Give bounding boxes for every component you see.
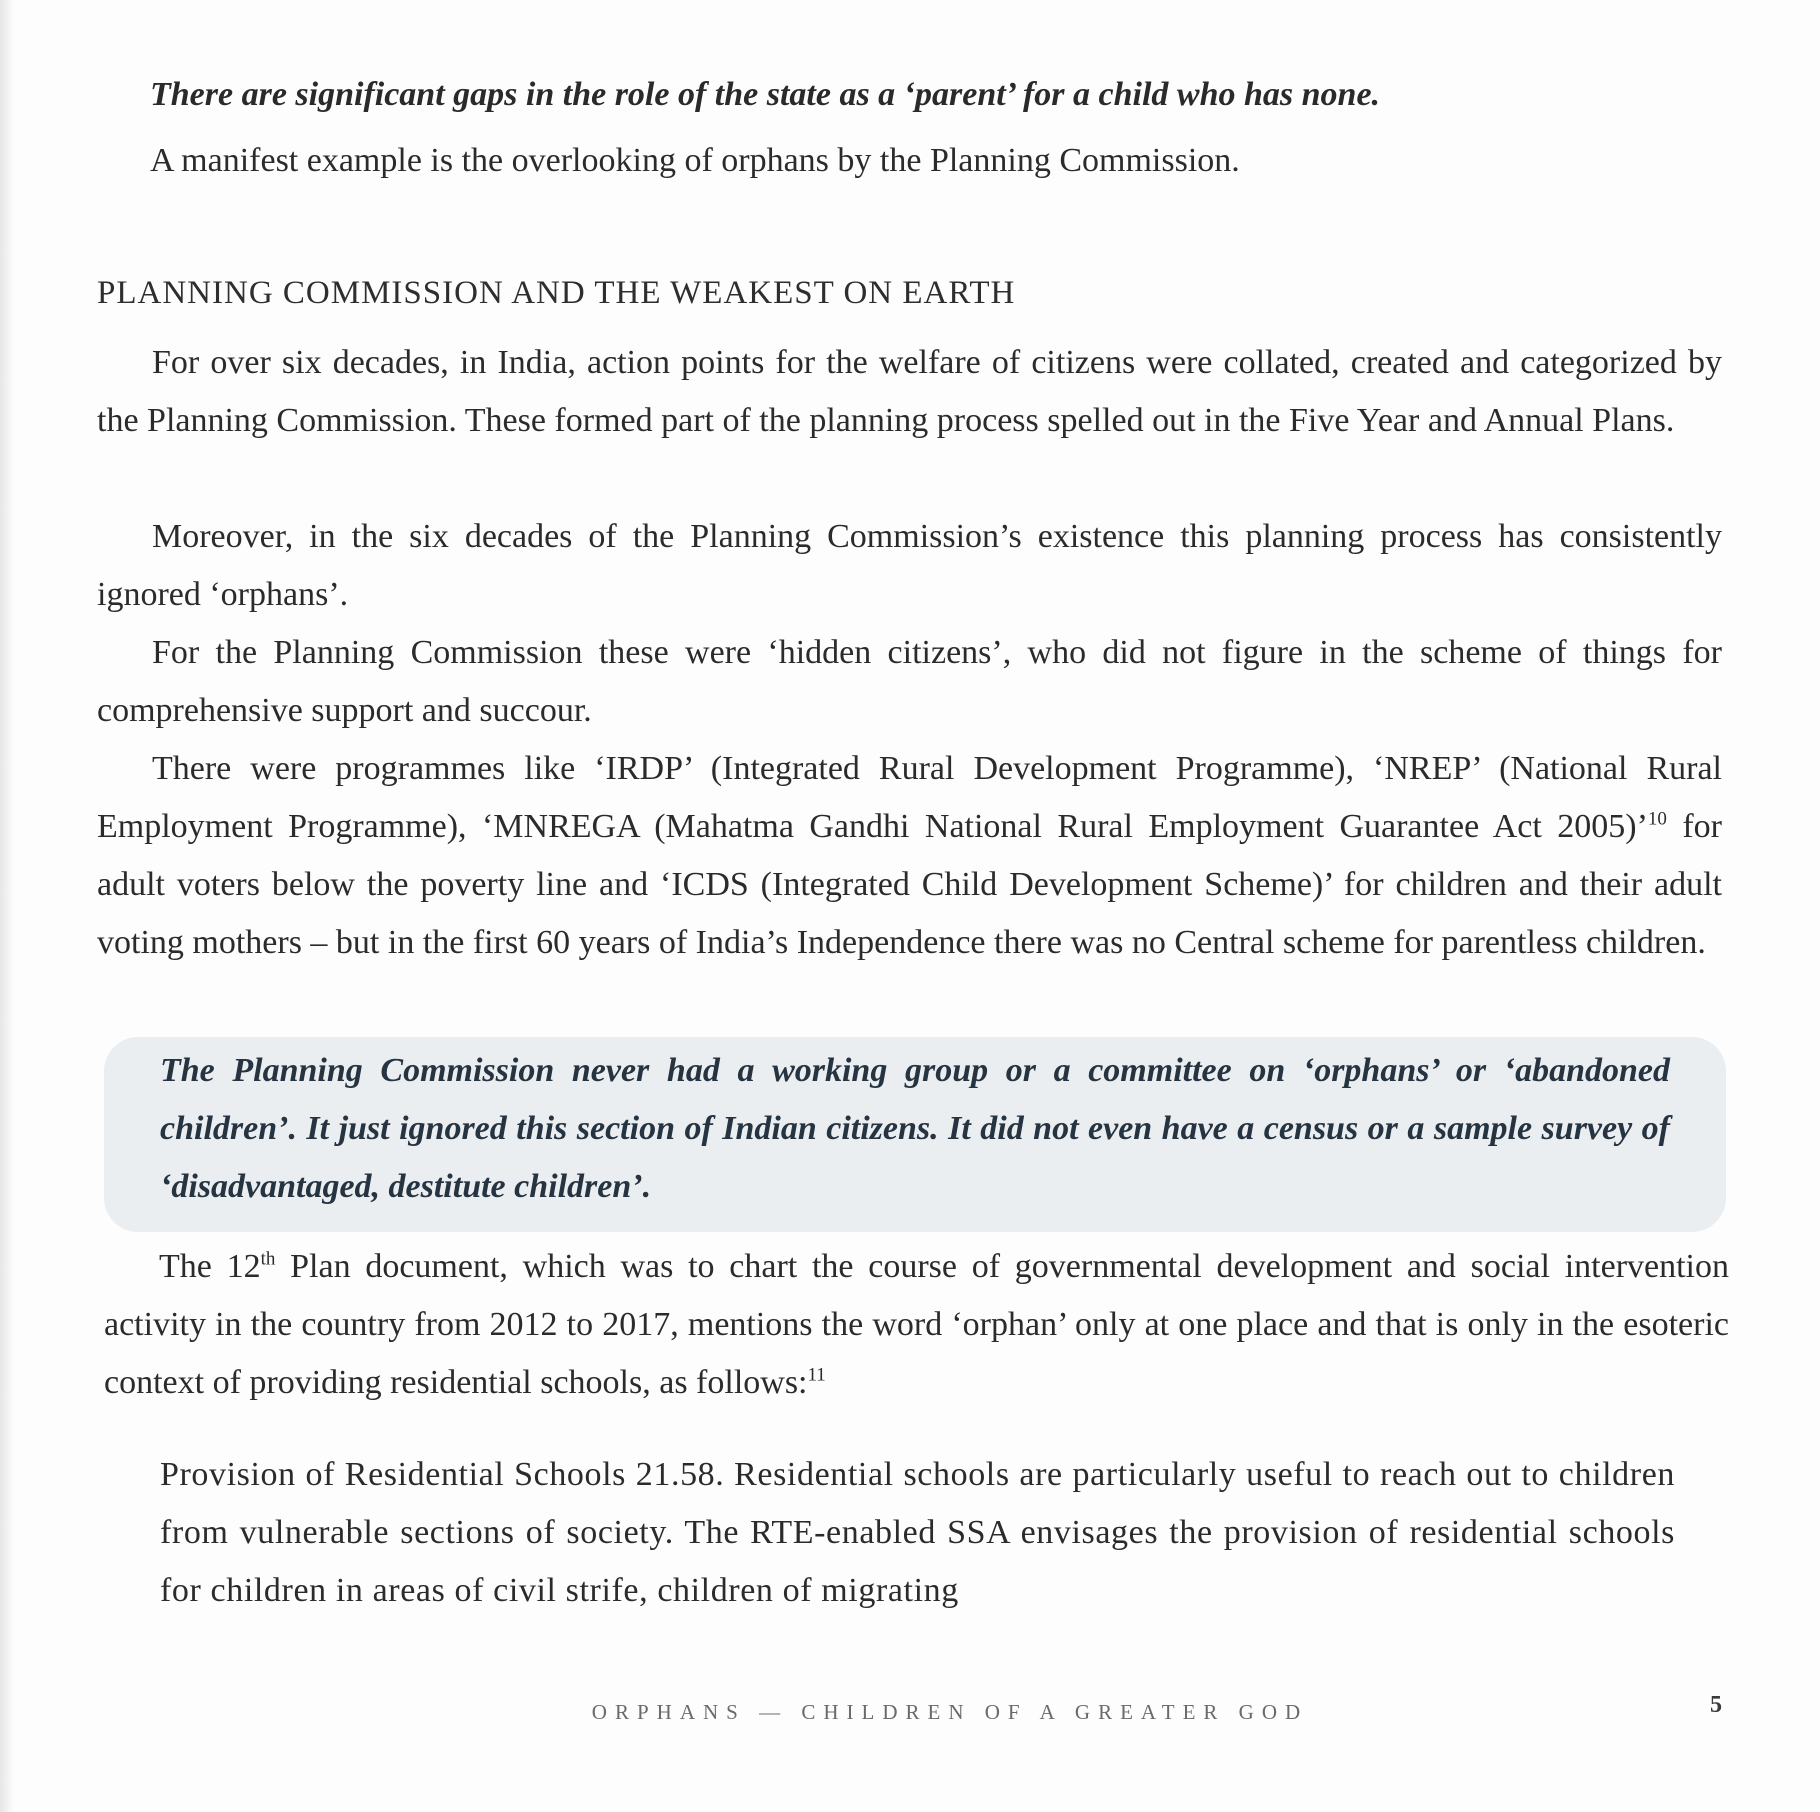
paragraph-4 [97,740,1722,972]
footnote-ref-11: 11 [807,1364,826,1386]
paragraph-2: Moreover, in the six decades of the Planning Commission’s existence this planning process has consistently ignored ‘orphans’. [97,518,1722,613]
page-number: 5 [1710,1692,1722,1718]
paragraph-4-text-b: for adult voters below the poverty line and ‘ICDS (Integrated Child Development Scheme)’ for children and their adult voting mothers – but in the first 60 years of India’s Independence there was no Central scheme for parentless children. [97,808,1722,961]
page-binding-shadow [0,0,14,1812]
footnote-ref-10: 10 [1647,808,1667,830]
paragraph-3: For the Planning Commission these were ‘hidden citizens’, who did not figure in the scheme of things for comprehensive support and succour. [97,634,1722,729]
paragraph-5 [104,1238,1729,1412]
paragraph-5-text-a: The 12 [159,1248,261,1285]
paragraph-4-text-a: There were programmes like ‘IRDP’ (Integrated Rural Development Programme), ‘NREP’ (National Rural Employment Programme), ‘MNREGA (Mahatma Gandhi National Rural Employment Guarantee Act 2005)’ [97,750,1722,845]
paragraph-1: For over six decades, in India, action points for the welfare of citizens were collated, created and categorized by the Planning Commission. These formed part of the planning process spelled out in the Five Year and Annual Plans. [97,344,1722,439]
ordinal-suffix: th [260,1248,276,1270]
lead-emphasis: There are significant gaps in the role of the state as a ‘parent’ for a child who has none. [150,76,1381,113]
block-quote: Provision of Residential Schools 21.58. Residential schools are particularly useful to reach out to children from vulnerable sections of society. The RTE-enabled SSA envisages the provision of residential schools for children in areas of civil strife, children of migrating [160,1456,1675,1609]
paragraph-5-text-b: Plan document, which was to chart the course of governmental development and social intervention activity in the country from 2012 to 2017, mentions the word ‘orphan’ only at one place and that is only in the esoteric context of providing residential schools, as follows: [104,1248,1729,1401]
lead-sentence: A manifest example is the overlooking of orphans by the Planning Commission. [150,142,1240,179]
section-heading: PLANNING COMMISSION AND THE WEAKEST ON EARTH [97,275,1016,311]
callout-text: The Planning Commission never had a working group or a committee on ‘orphans’ or ‘abandoned children’. It just ignored this section of Indian citizens. It did not even have a census or a sample survey of ‘disadvantaged, destitute children’. [160,1052,1670,1205]
running-footer: ORPHANS — CHILDREN OF A GREATER GOD [591,1700,1309,1724]
